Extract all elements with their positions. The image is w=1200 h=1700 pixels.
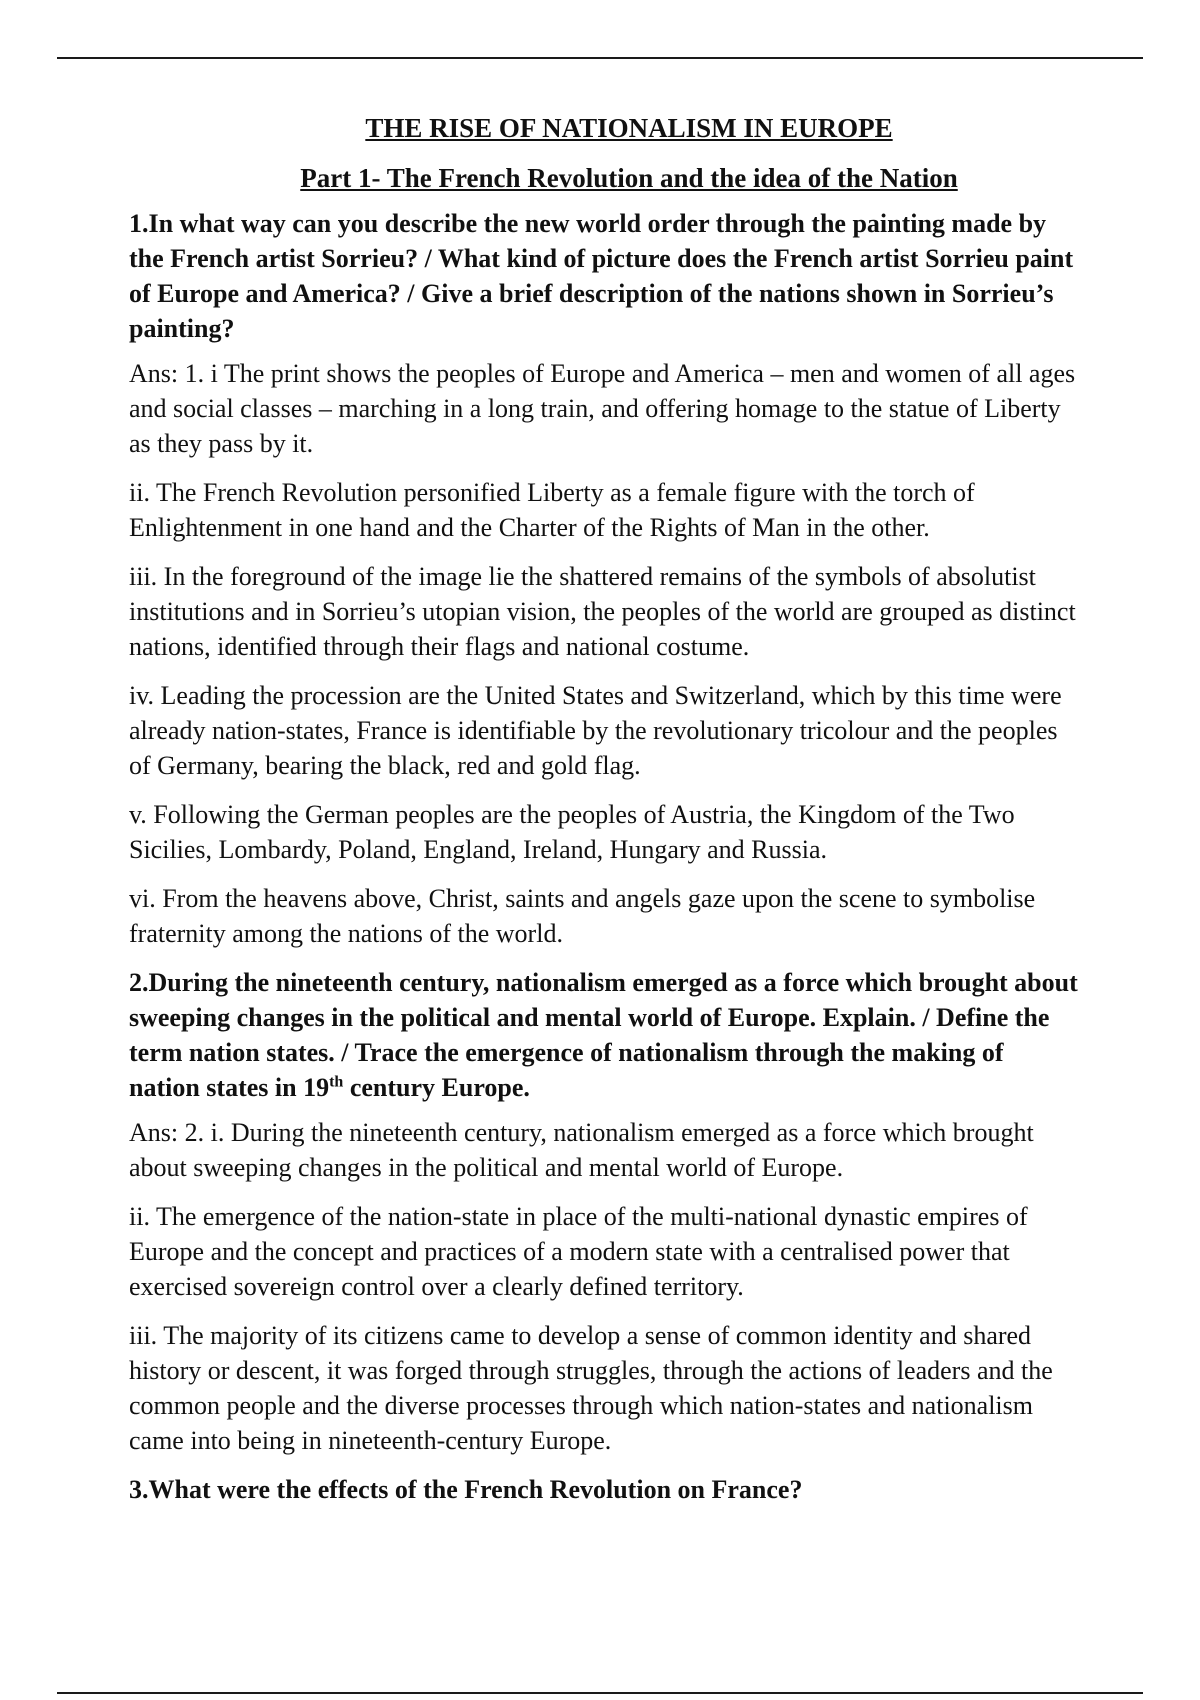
question-3: 3.What were the effects of the French Revolution on France? [129,1475,803,1504]
top-rule [57,57,1143,59]
answer-1-iv: iv. Leading the procession are the United States and Switzerland, which by this time were already nation-states, France is identifiable by the revolutionary tricolour and the peoples of Germany, bearing the black, red and gold flag. [129,681,1062,780]
answer-2-i: Ans: 2. i. During the nineteenth century, nationalism emerged as a force which brought about sweeping changes in the political and mental world of Europe. [129,1118,1034,1182]
question-2 [129,965,1079,1105]
document-title: THE RISE OF NATIONALISM IN EUROPE [365,113,893,143]
answer-2-ii: ii. The emergence of the nation-state in place of the multi-national dynastic empires of Europe and the concept and practices of a modern state with a centralised power that exercised sovereign control over a clearly defined territory. [129,1202,1028,1301]
answer-1-vi: vi. From the heavens above, Christ, saints and angels gaze upon the scene to symbolise fraternity among the nations of the world. [129,884,1036,948]
part-heading: Part 1- The French Revolution and the idea of the Nation [300,163,958,193]
answer-2-iii: iii. The majority of its citizens came to develop a sense of common identity and shared history or descent, it was forged through struggles, through the actions of leaders and the common people and the diverse processes through which nation-states and nationalism came into being in nineteenth-century Europe. [129,1321,1053,1455]
answer-1-ii: ii. The French Revolution personified Liberty as a female figure with the torch of Enlightenment in one hand and the Charter of the Rights of Man in the other. [129,478,975,542]
answer-1-v: v. Following the German peoples are the peoples of Austria, the Kingdom of the Two Sicilies, Lombardy, Poland, England, Ireland, Hungary and Russia. [129,800,1015,864]
question-2-text: 2.During the nineteenth century, nationalism emerged as a force which brought about sweeping changes in the political and mental world of Europe. Explain. / Define the term nation states. / Trace the emergence of nationalism through the making of nation states in 19 [129,968,1078,1102]
question-1: 1.In what way can you describe the new world order through the painting made by the French artist Sorrieu? / What kind of picture does the French artist Sorrieu paint of Europe and America? / Give a brief description of the nations shown in Sorrieu’s painting? [129,209,1074,343]
answer-1-iii: iii. In the foreground of the image lie the shattered remains of the symbols of absolutist institutions and in Sorrieu’s utopian vision, the peoples of the world are grouped as distinct nations, identified through their flags and national costume. [129,562,1076,661]
question-2-text-end: century Europe. [343,1073,530,1102]
bottom-rule [57,1692,1143,1694]
question-2-superscript: th [329,1073,344,1091]
answer-1-i: Ans: 1. i The print shows the peoples of Europe and America – men and women of all ages and social classes – marching in a long train, and offering homage to the statue of Liberty as they pass by it. [129,359,1076,458]
document-body [129,110,1079,1517]
